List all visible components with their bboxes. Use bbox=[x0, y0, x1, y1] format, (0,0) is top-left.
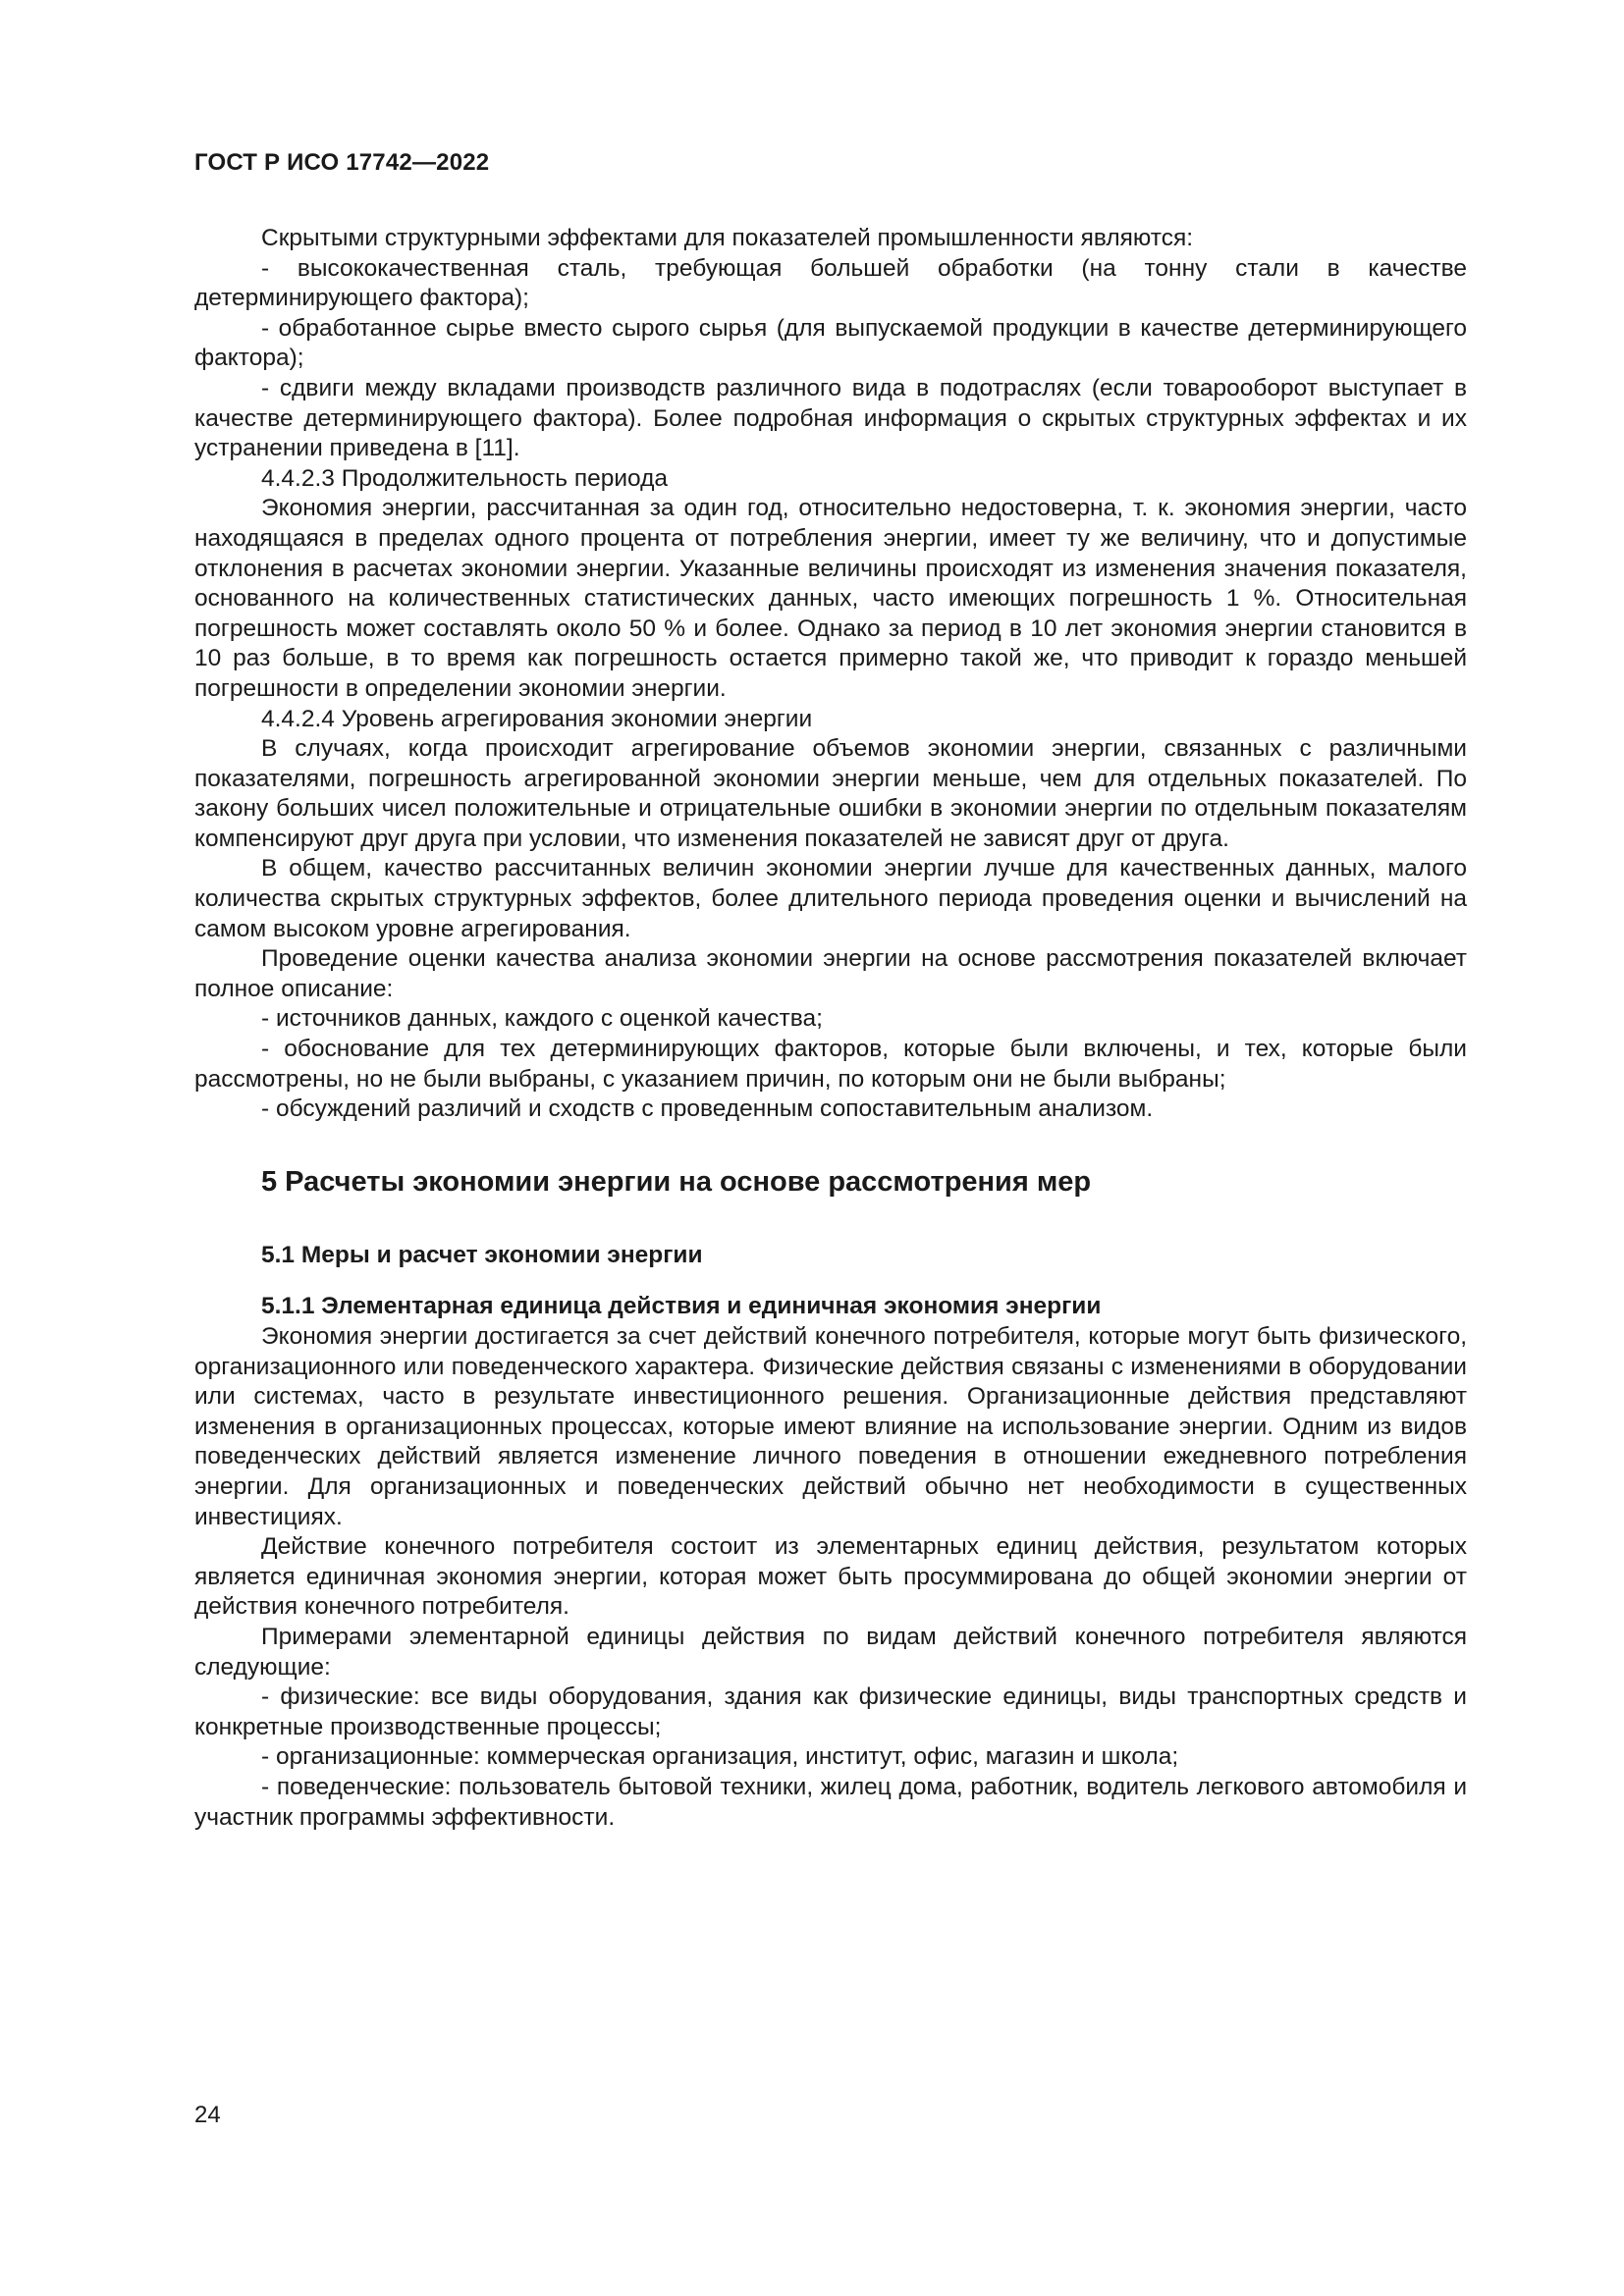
paragraph: Примерами элементарной единицы действия по видам действий конечного потребителя являются следующие: bbox=[194, 1623, 1467, 1681]
paragraph: Экономия энергии достигается за счет действий конечного потребителя, которые могут быть физического, организационного или поведенческого характера. Физические действия связаны с изменениями в оборудовании или системах, часто в результате инвестиционного решения. Организационные действия представляют изменения в организационных процессах, которые имеют влияние на использование энергии. Одним из видов поведенческих действий является изменение личного поведения в отношении ежедневного потребления энергии. Для организационных и поведенческих действий обычно нет необходимости в существенных инвестициях. bbox=[194, 1323, 1467, 1530]
document-body bbox=[194, 224, 1467, 1833]
subsection-heading: 5.1 Меры и расчет экономии энергии bbox=[261, 1241, 703, 1268]
list-item: - обсуждений различий и сходств с проведенным сопоставительным анализом. bbox=[261, 1095, 1154, 1123]
list-item: - обоснование для тех детерминирующих факторов, которые были включены, и тех, которые были рассмотрены, но не были выбраны, с указанием причин, по которым они не были выбраны; bbox=[194, 1036, 1467, 1093]
list-item: - высококачественная сталь, требующая большей обработки (на тонну стали в качестве детерминирующего фактора); bbox=[194, 254, 1467, 312]
list-item: - обработанное сырье вместо сырого сырья (для выпускаемой продукции в качестве детерминирующего фактора); bbox=[194, 314, 1467, 372]
paragraph: Действие конечного потребителя состоит из элементарных единиц действия, результатом которых является единичная экономия энергии, которая может быть просуммирована до общей экономии энергии от действия конечного потребителя. bbox=[194, 1533, 1467, 1621]
list-item: - источников данных, каждого с оценкой качества; bbox=[261, 1005, 823, 1033]
list-item: - организационные: коммерческая организация, институт, офис, магазин и школа; bbox=[261, 1743, 1179, 1771]
document-header: ГОСТ Р ИСО 17742—2022 bbox=[194, 149, 490, 176]
paragraph: В случаях, когда происходит агрегирование объемов экономии энергии, связанных с различными показателями, погрешность агрегированной экономии энергии меньше, чем для отдельных показателей. По закону больших чисел положительные и отрицательные ошибки в экономии энергии по отдельным показателям компенсируют друг друга при условии, что изменения показателей не зависят друг от друга. bbox=[194, 735, 1467, 852]
section-heading: 5 Расчеты экономии энергии на основе рассмотрения мер bbox=[261, 1165, 1092, 1198]
paragraph: Скрытыми структурными эффектами для показателей промышленности являются: bbox=[261, 225, 1194, 251]
clause-heading: 4.4.2.4 Уровень агрегирования экономии энергии bbox=[261, 705, 813, 732]
page-number: 24 bbox=[194, 2102, 221, 2128]
clause-heading: 4.4.2.3 Продолжительность периода bbox=[261, 464, 669, 492]
list-item: - поведенческие: пользователь бытовой техники, жилец дома, работник, водитель легкового автомобиля и участник программы эффективности. bbox=[194, 1773, 1467, 1831]
paragraph: Проведение оценки качества анализа экономии энергии на основе рассмотрения показателей включает полное описание: bbox=[194, 945, 1467, 1002]
list-item: - физические: все виды оборудования, здания как физические единицы, виды транспортных средств и конкретные производственные процессы; bbox=[194, 1683, 1467, 1740]
subsubsection-heading: 5.1.1 Элементарная единица действия и единичная экономия энергии bbox=[261, 1293, 1102, 1320]
paragraph: Экономия энергии, рассчитанная за один год, относительно недостоверна, т. к. экономия энергии, часто находящаяся в пределах одного процента от потребления энергии, имеет ту же величину, что и допустимые отклонения в расчетах экономии энергии. Указанные величины происходят из изменения значения показателя, основанного на количественных статистических данных, часто имеющих погрешность 1 %. Относительная погрешность может составлять около 50 % и более. Однако за период в 10 лет экономия энергии становится в 10 раз больше, в то время как погрешность остается примерно такой же, что приводит к гораздо меньшей погрешности в определении экономии энергии. bbox=[194, 495, 1467, 702]
list-item: - сдвиги между вкладами производств различного вида в подотраслях (если товарооборот выступает в качестве детерминирующего фактора). Более подробная информация о скрытых структурных эффектах и их устранении приведена в [11]. bbox=[194, 374, 1467, 462]
paragraph: В общем, качество рассчитанных величин экономии энергии лучше для качественных данных, малого количества скрытых структурных эффектов, более длительного периода проведения оценки и вычислений на самом высоком уровне агрегирования. bbox=[194, 855, 1467, 942]
